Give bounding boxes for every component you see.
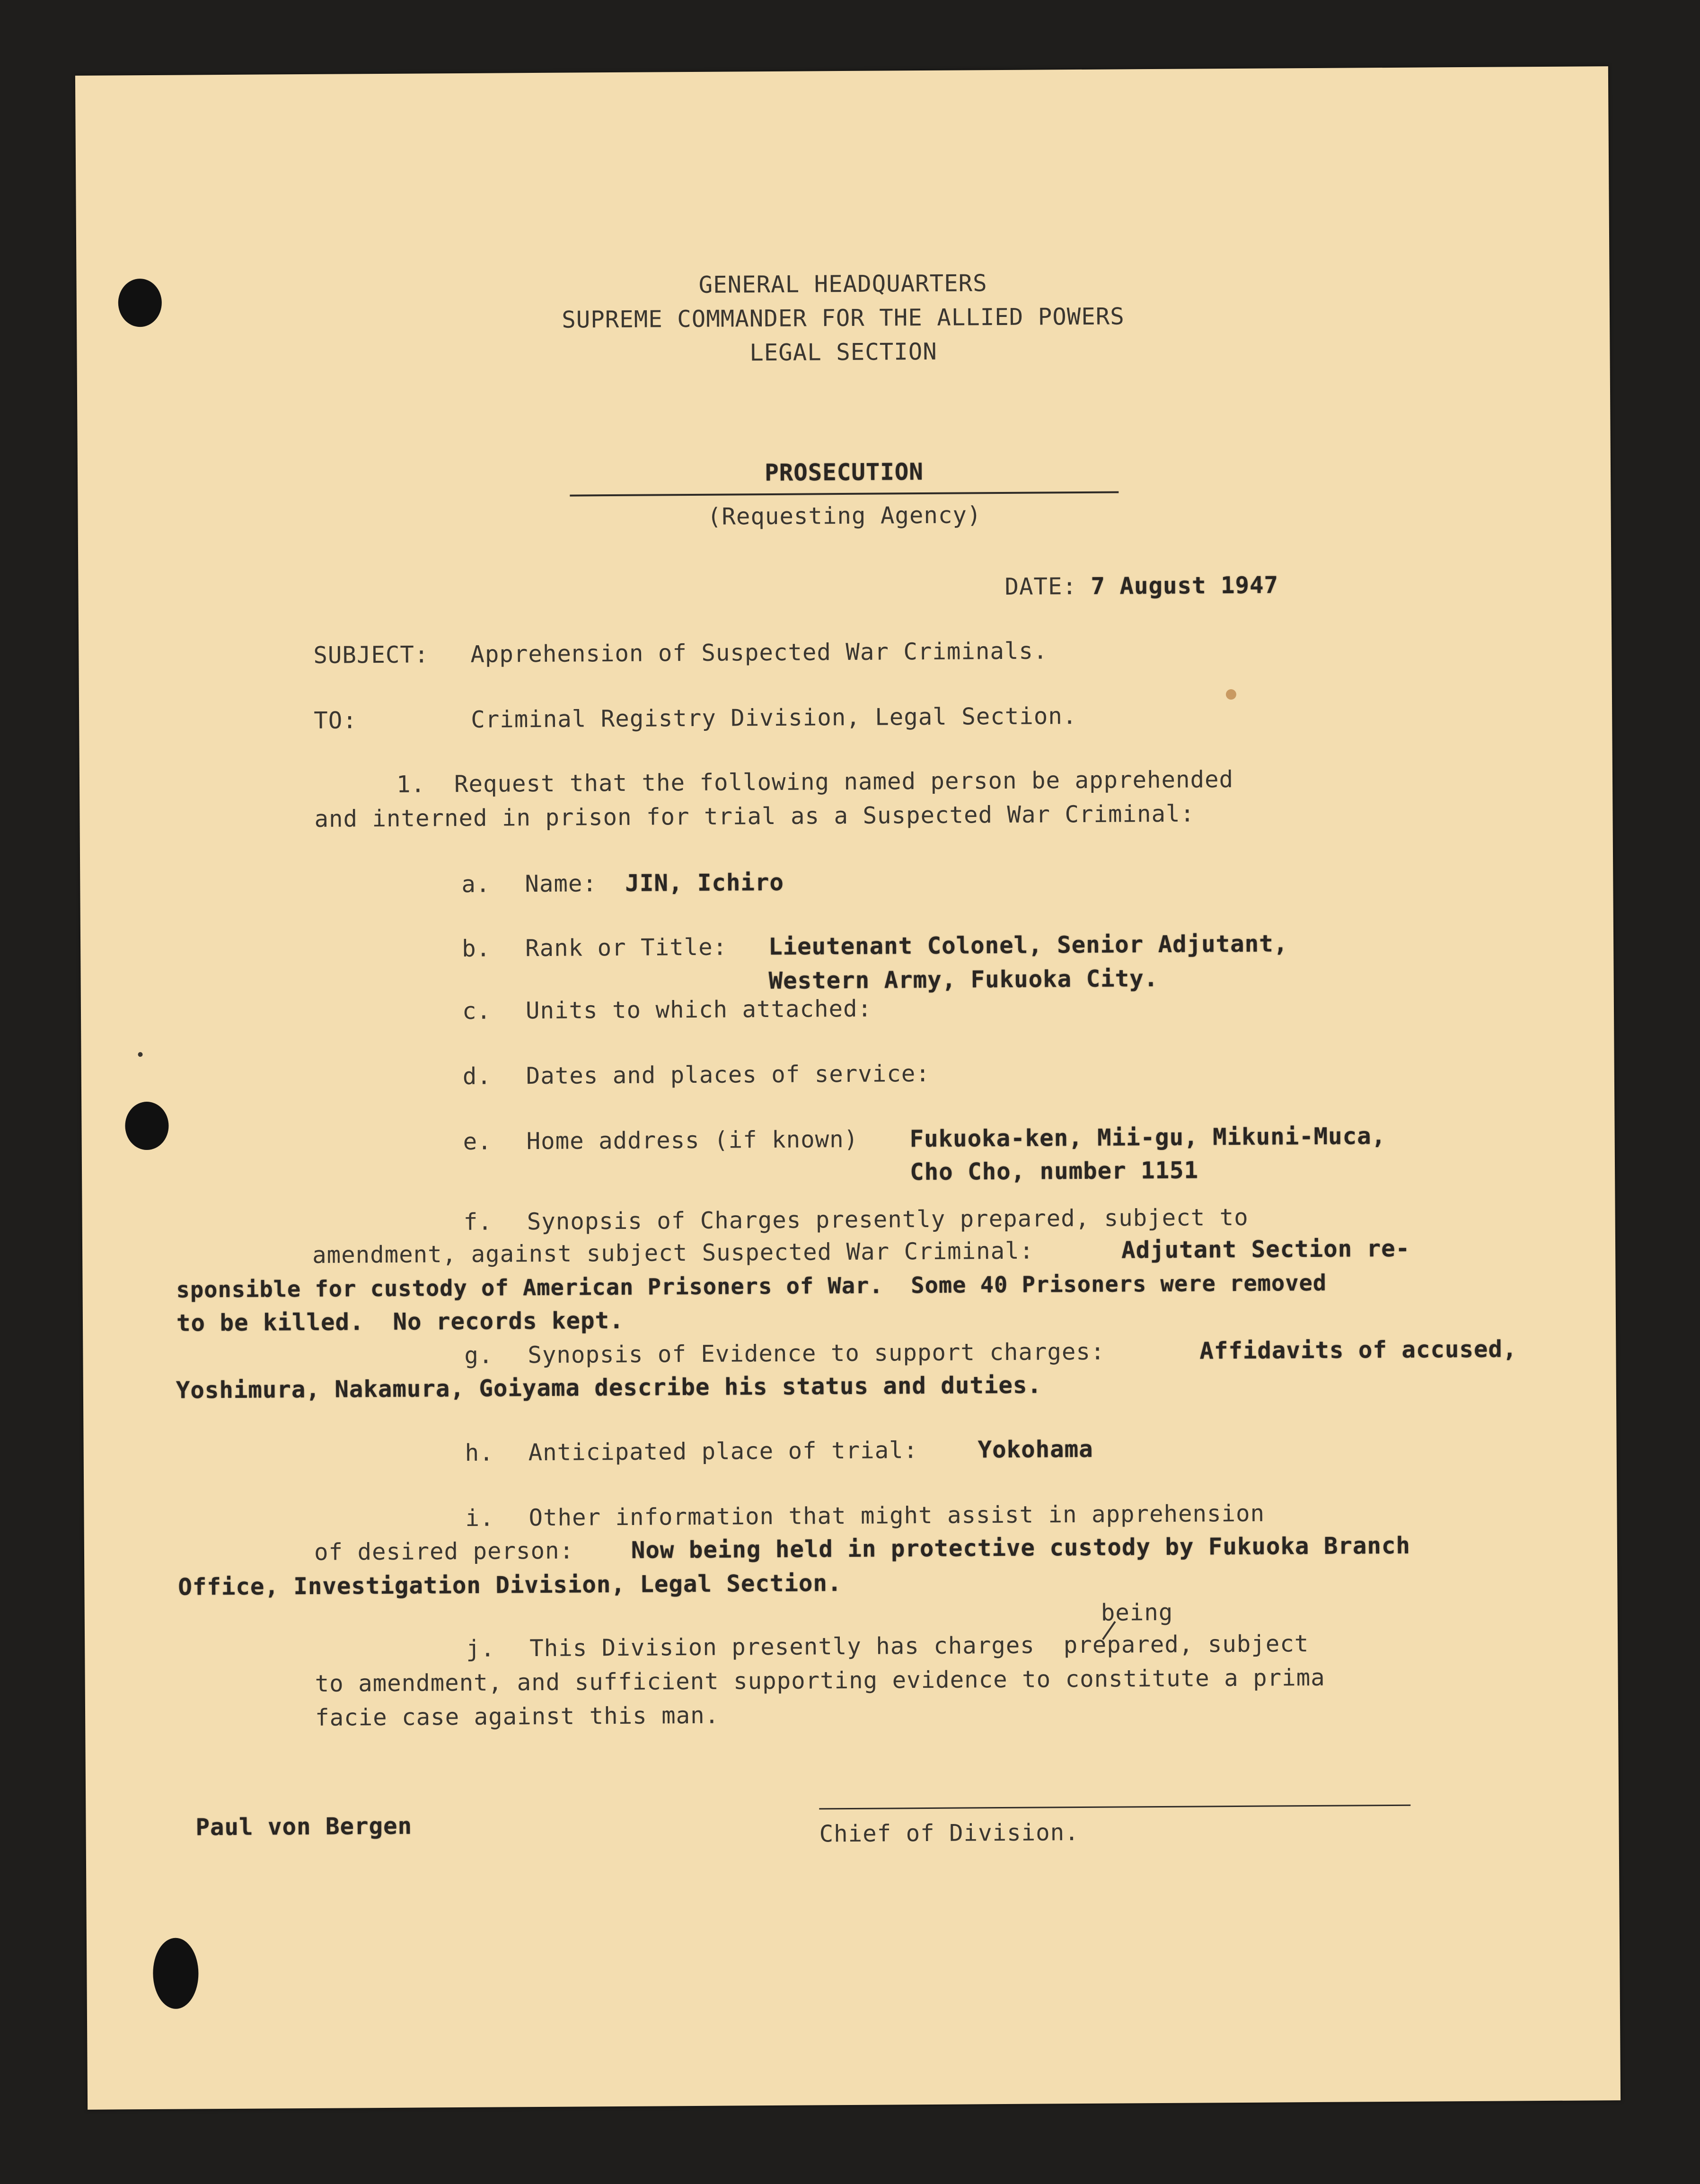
requesting-agency-caption: (Requesting Agency) [707, 501, 982, 530]
item-g-value-line-2: Yoshimura, Nakamura, Goiyama describe his status and duties. [176, 1371, 1042, 1404]
item-j-insert: being [1101, 1598, 1173, 1626]
binder-hole-bottom [153, 1938, 199, 2009]
paragraph-1-line-1: 1. Request that the following named person be apprehended [396, 766, 1234, 798]
item-f-line-1: Synopsis of Charges presently prepared, subject to [527, 1203, 1249, 1236]
paragraph-1-line-2: and interned in prison for trial as a Suspected War Criminal: [314, 800, 1195, 833]
item-i-line-1: Other information that might assist in apprehension [528, 1500, 1265, 1532]
document-page [75, 66, 1621, 2110]
item-a-value: JIN, Ichiro [625, 868, 784, 897]
to-value: Criminal Registry Division, Legal Section. [471, 702, 1077, 733]
binder-hole-middle [125, 1102, 169, 1150]
item-d-marker: d. [462, 1062, 492, 1090]
item-f-value-line-3: to be killed. No records kept. [176, 1307, 624, 1337]
agency-rule [570, 491, 1119, 496]
requesting-agency-value: PROSECUTION [765, 458, 924, 487]
item-g-marker: g. [464, 1342, 493, 1369]
subject-label: SUBJECT: [313, 641, 429, 669]
item-i-marker: i. [465, 1504, 494, 1532]
item-e-label: Home address (if known) [526, 1125, 859, 1155]
paper-fleck [138, 1052, 143, 1057]
item-g-label: Synopsis of Evidence to support charges: [528, 1338, 1105, 1369]
item-h-marker: h. [465, 1439, 494, 1466]
letterhead-line-3: LEGAL SECTION [749, 338, 937, 367]
item-e-value-line-1: Fukuoka-ken, Mii-gu, Mikuni-Muca, [909, 1123, 1386, 1153]
date-label: DATE: [1004, 573, 1077, 600]
item-j-line-2: to amendment, and sufficient supporting evidence to constitute a prima [315, 1664, 1325, 1697]
item-h-label: Anticipated place of trial: [528, 1437, 918, 1466]
subject-value: Apprehension of Suspected War Criminals. [470, 637, 1048, 668]
item-f-value-line-1: Adjutant Section re- [1121, 1235, 1410, 1264]
item-a-label: Name: [525, 870, 598, 898]
item-i-value-line-1: Now being held in protective custody by Fukuoka Branch [631, 1532, 1411, 1564]
item-b-label: Rank or Title: [525, 933, 728, 962]
item-j-marker: j. [466, 1635, 495, 1662]
paper-fleck [1226, 689, 1236, 700]
item-c-label: Units to which attached: [525, 995, 872, 1025]
item-e-marker: e. [463, 1128, 492, 1155]
letterhead-line-1: GENERAL HEADQUARTERS [698, 270, 987, 298]
letterhead-line-2: SUPREME COMMANDER FOR THE ALLIED POWERS [562, 303, 1125, 333]
item-i-line-2: of desired person: [314, 1537, 574, 1566]
signatory-name: Paul von Bergen [195, 1812, 413, 1841]
item-b-value-line-1: Lieutenant Colonel, Senior Adjutant, [768, 930, 1288, 961]
item-a-marker: a. [461, 870, 491, 898]
item-e-value-line-2: Cho Cho, number 1151 [909, 1157, 1199, 1186]
item-c-marker: c. [462, 997, 492, 1025]
item-b-marker: b. [462, 935, 491, 962]
signature-line [819, 1805, 1410, 1810]
item-d-label: Dates and places of service: [526, 1060, 931, 1090]
date-value: 7 August 1947 [1091, 571, 1279, 600]
signatory-title: Chief of Division. [819, 1819, 1079, 1848]
to-label: TO: [314, 707, 357, 734]
item-g-value-line-1: Affidavits of accused, [1199, 1335, 1517, 1365]
item-h-value: Yokohama [978, 1435, 1093, 1464]
item-b-value-line-2: Western Army, Fukuoka City. [768, 965, 1159, 995]
item-j-line-3: facie case against this man. [315, 1702, 720, 1731]
item-f-marker: f. [463, 1208, 493, 1236]
item-f-value-line-2: sponsible for custody of American Prisoners of War. Some 40 Prisoners were removed [176, 1270, 1327, 1303]
item-j-line-1: This Division presently has charges prepared, subject [529, 1630, 1309, 1662]
item-f-line-2: amendment, against subject Suspected War Criminal: [312, 1237, 1034, 1269]
item-i-value-line-2: Office, Investigation Division, Legal Section. [178, 1570, 842, 1601]
